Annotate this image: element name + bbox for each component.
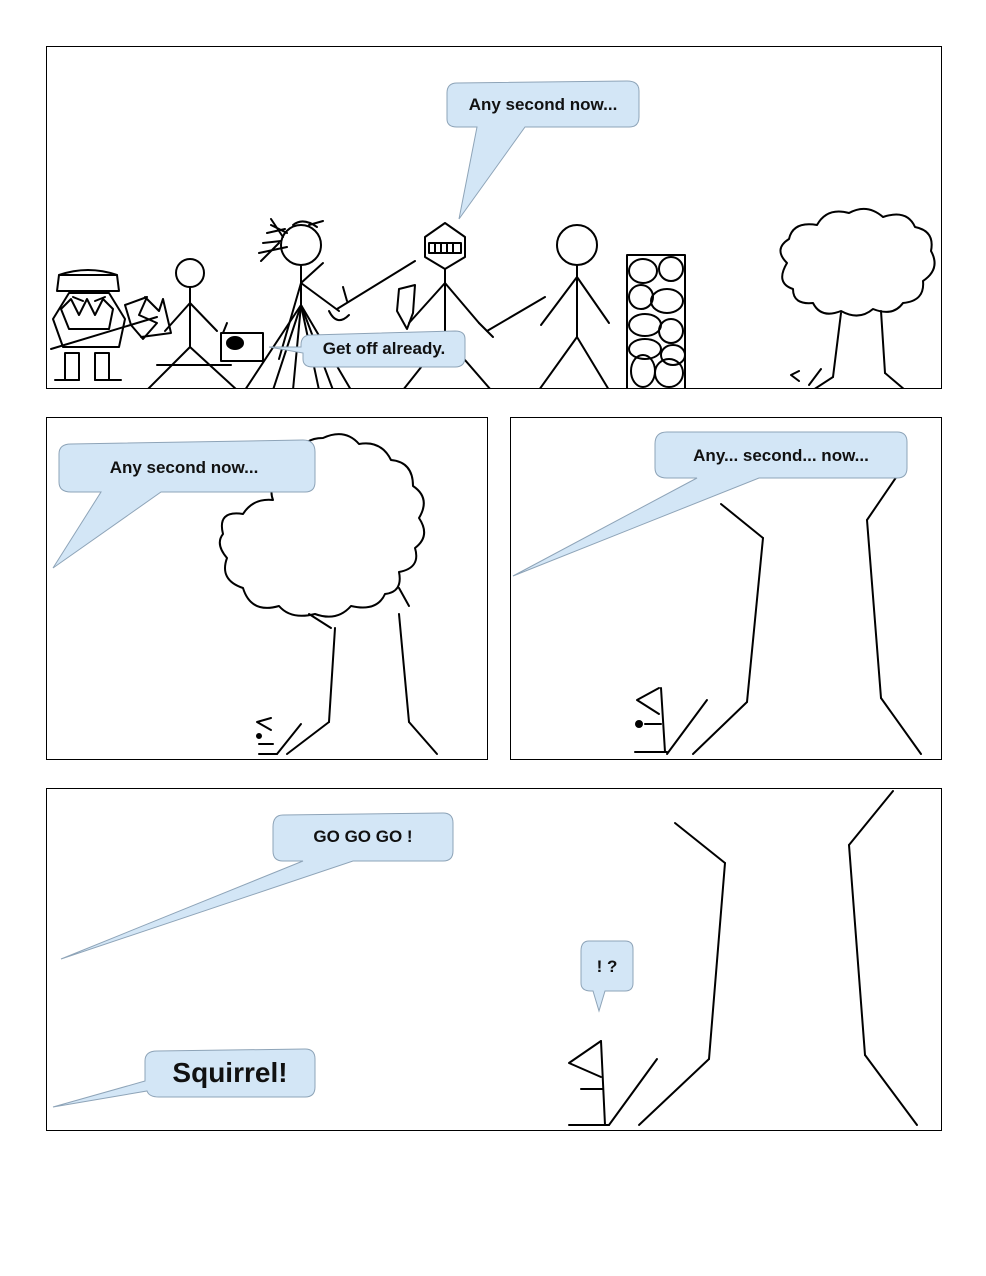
speech-bubble-text: Squirrel! <box>172 1057 288 1088</box>
tree-trunk-large <box>635 476 921 754</box>
stone-column <box>627 255 685 389</box>
speech-bubble-text: GO GO GO ! <box>313 827 413 846</box>
stick-figure-2 <box>539 225 609 389</box>
tree-small <box>780 209 934 389</box>
comic-panel-4 <box>46 788 942 1131</box>
stick-figure-1 <box>147 259 237 389</box>
speech-bubble-text: Any second now... <box>468 95 618 114</box>
speech-bubble-text: Any second now... <box>109 458 259 477</box>
record-player <box>221 323 263 361</box>
speech-bubble-text: ! ? <box>596 957 618 976</box>
comic-panel-2 <box>46 417 488 760</box>
dwarf-figure <box>51 270 171 380</box>
comic-panel-3 <box>510 417 942 760</box>
speech-bubbles-panel-1 <box>269 81 639 367</box>
speech-bubble-text: Get off already. <box>322 339 446 358</box>
speech-bubbles-panel-4 <box>53 813 633 1107</box>
speech-bubble-text: Any... second... now... <box>693 446 869 465</box>
comic-panel-1 <box>46 46 942 389</box>
panel-3-art <box>511 418 942 760</box>
